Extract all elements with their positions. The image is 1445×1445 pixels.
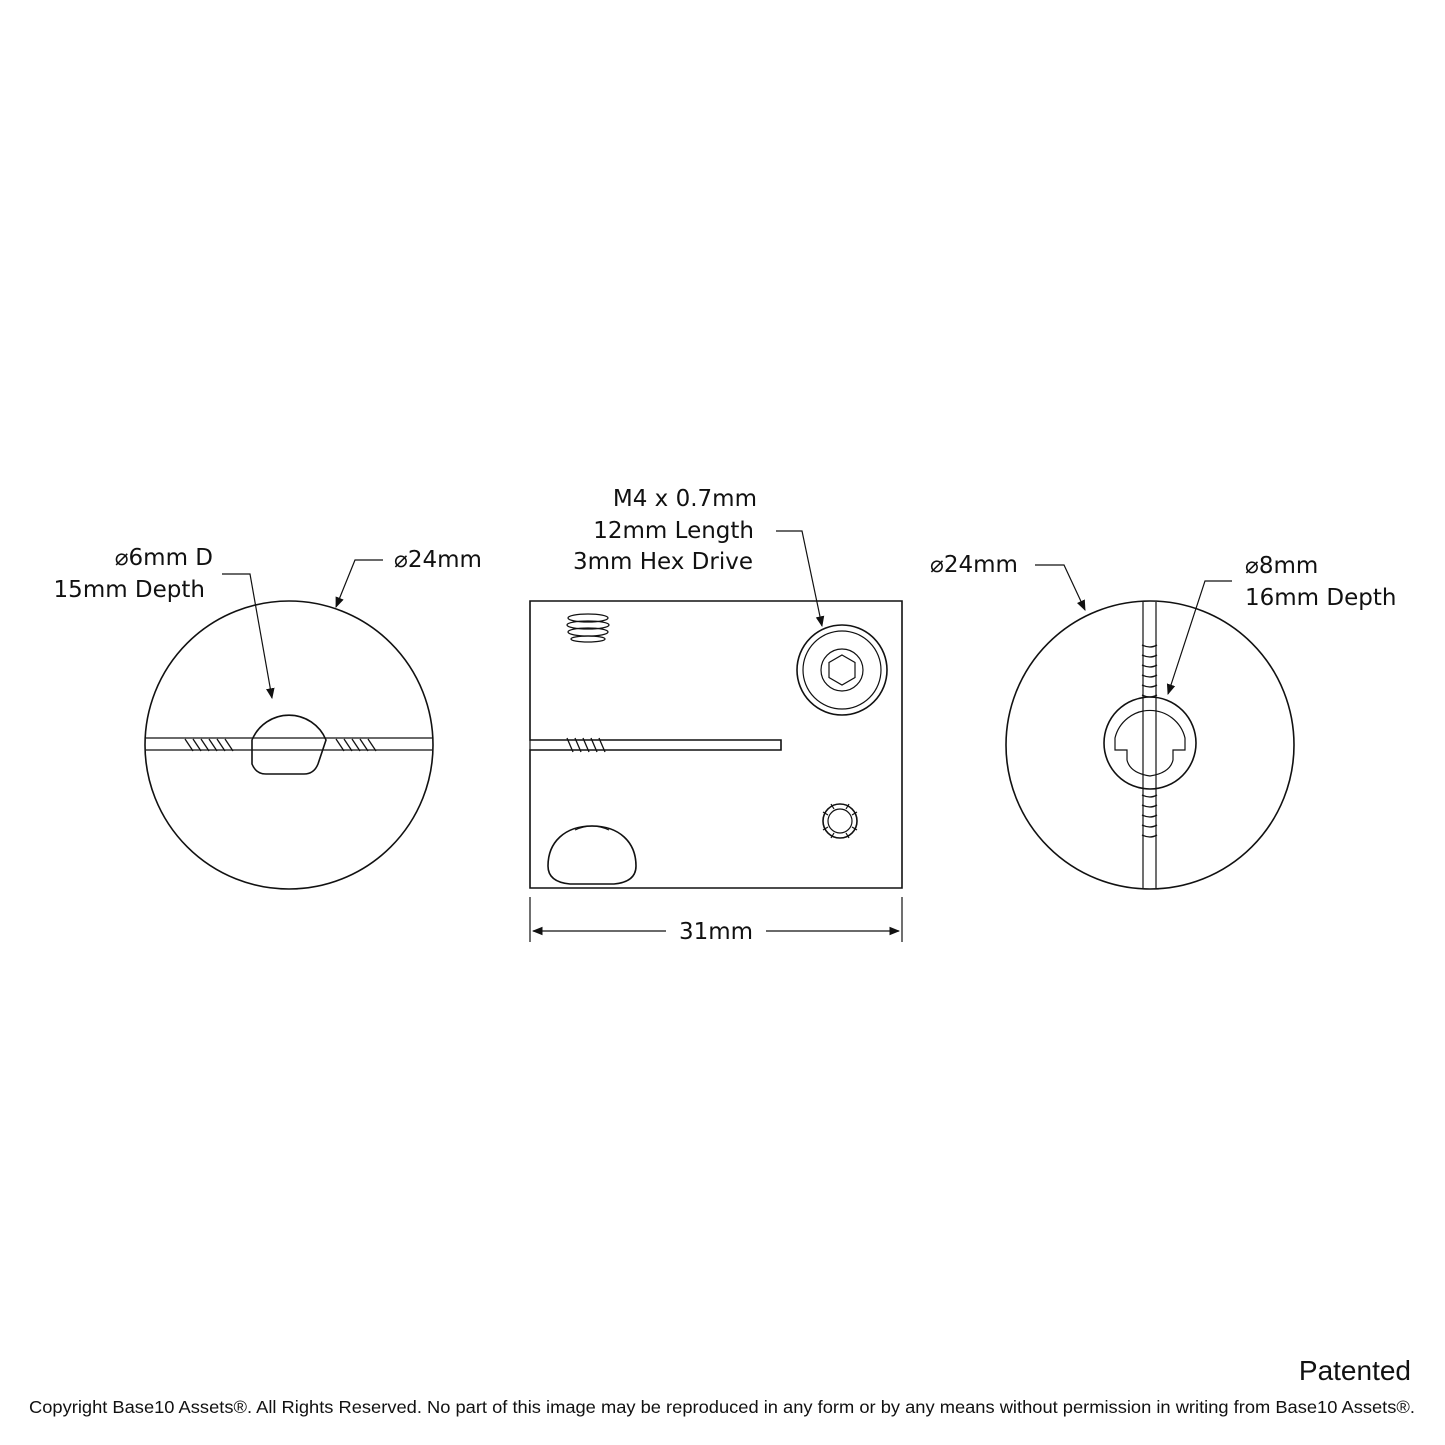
right-bore-leader	[1168, 581, 1232, 694]
left-diameter-label: ⌀24mm	[394, 547, 482, 573]
right-diameter-leader	[1035, 565, 1085, 610]
screw-label-line1: M4 x 0.7mm	[612, 486, 757, 512]
left-thread-left	[185, 739, 233, 751]
left-bore-label-line2: 15mm Depth	[53, 577, 205, 603]
left-d-bore	[252, 715, 326, 774]
right-thread-bottom	[1142, 795, 1157, 837]
screw-leader	[776, 531, 822, 626]
left-thread-right	[336, 739, 376, 751]
side-small-thread-hole	[823, 804, 857, 838]
right-bore-label-line2: 16mm Depth	[1245, 585, 1397, 611]
screw-label-line3: 3mm Hex Drive	[572, 549, 753, 575]
screw-label-line2: 12mm Length	[593, 518, 754, 544]
right-bore-label-line1: ⌀8mm	[1245, 553, 1319, 579]
right-diameter-label: ⌀24mm	[930, 552, 1018, 578]
right-thread-top	[1142, 645, 1157, 697]
patented-label: Patented	[1298, 1355, 1411, 1386]
right-outer-circle	[1006, 601, 1294, 889]
left-bore-leader	[222, 574, 272, 698]
left-bore-label-line1: ⌀6mm D	[114, 545, 213, 571]
left-diameter-leader	[336, 560, 383, 607]
side-view	[530, 486, 902, 945]
left-outer-circle	[145, 601, 433, 889]
hex-socket-icon	[829, 655, 855, 685]
right-end-view	[930, 552, 1396, 889]
copyright-notice: Copyright Base10 Assets®. All Rights Reserved. No part of this image may be reproduced in any form or by any means without permission in writing from Base10 Assets®.	[29, 1397, 1415, 1417]
left-end-view	[54, 545, 482, 889]
side-top-thread	[567, 614, 609, 642]
socket-head-screw	[797, 625, 887, 715]
length-dimension-label: 31mm	[678, 919, 754, 945]
side-counterbore	[548, 826, 636, 884]
right-bore-inner	[1115, 710, 1185, 776]
